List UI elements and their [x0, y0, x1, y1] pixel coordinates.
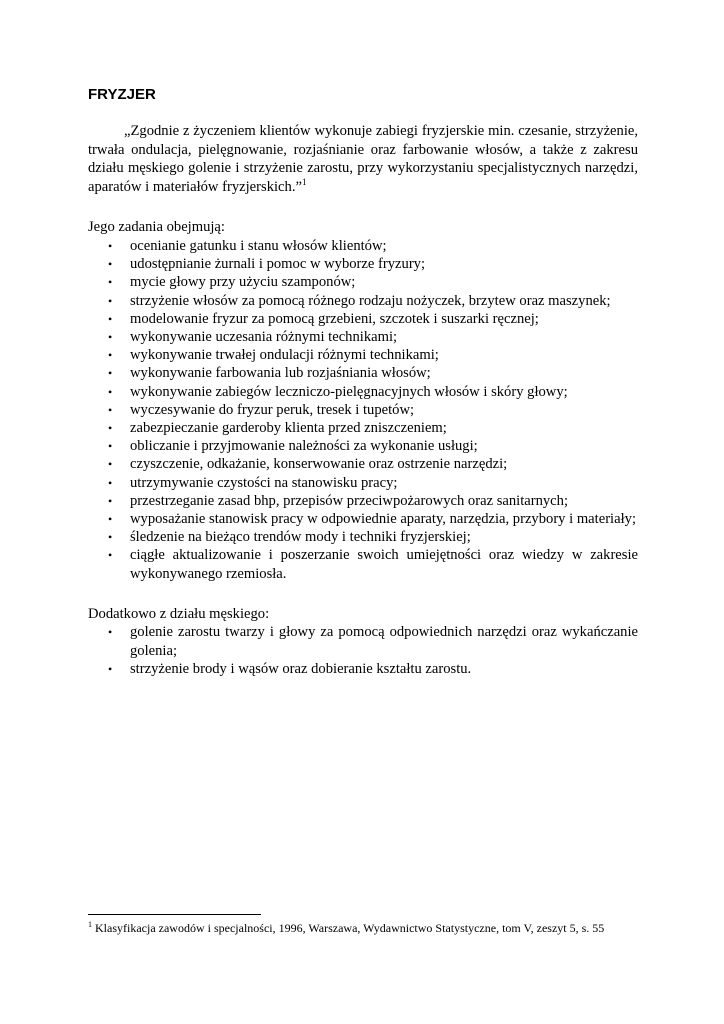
list-item-text: ciągłe aktualizowanie i poszerzanie swoich umiejętności oraz wiedzy w zakresie wykonywanego rzemiosła.	[130, 547, 638, 582]
list-item	[88, 492, 638, 510]
list-item-text: strzyżenie włosów za pomocą różnego rodzaju nożyczek, brzytew oraz maszynek;	[130, 292, 611, 309]
list-item-text: przestrzeganie zasad bhp, przepisów przeciwpożarowych oraz sanitarnych;	[130, 492, 569, 509]
list-item	[88, 364, 638, 382]
tasks-heading: Jego zadania obejmują:	[88, 219, 225, 236]
list-item	[88, 474, 638, 492]
bullet-icon: •	[108, 402, 113, 417]
footnote-separator	[88, 914, 261, 915]
bullet-icon: •	[108, 384, 113, 399]
list-item	[88, 623, 638, 659]
list-item	[88, 346, 638, 364]
list-item	[88, 510, 638, 528]
list-item-text: ocenianie gatunku i stanu włosów klientów;	[130, 237, 387, 254]
men-tasks-heading: Dodatkowo z działu męskiego:	[88, 605, 270, 622]
bullet-icon: •	[108, 625, 113, 640]
list-item	[88, 546, 638, 582]
list-item-text: wykonywanie farbowania lub rozjaśniania włosów;	[130, 365, 431, 382]
bullet-icon: •	[108, 238, 113, 253]
list-item-text: wyposażanie stanowisk pracy w odpowiednie aparaty, narzędzia, przybory i materiały;	[130, 511, 636, 528]
bullet-icon: •	[108, 457, 113, 472]
list-item	[88, 310, 638, 328]
list-item-text: strzyżenie brody i wąsów oraz dobieranie kształtu zarostu.	[130, 660, 472, 677]
list-item	[88, 419, 638, 437]
bullet-icon: •	[108, 311, 113, 326]
bullet-icon: •	[108, 348, 113, 363]
list-item	[88, 292, 638, 310]
list-item	[88, 437, 638, 455]
list-item	[88, 383, 638, 401]
list-item	[88, 528, 638, 546]
bullet-icon: •	[108, 475, 113, 490]
list-item-text: śledzenie na bieżąco trendów mody i techniki fryzjerskiej;	[130, 529, 471, 546]
bullet-icon: •	[108, 293, 113, 308]
men-tasks-list	[88, 623, 638, 678]
bullet-icon: •	[108, 421, 113, 435]
list-item-text: czyszczenie, odkażanie, konserwowanie oraz ostrzenie narzędzi;	[130, 456, 508, 473]
list-item-text: wykonywanie uczesania różnymi technikami;	[130, 328, 398, 345]
list-item-text: zabezpieczanie garderoby klienta przed zniszczeniem;	[130, 420, 447, 436]
page-title: FRYZJER	[88, 86, 156, 103]
list-item	[88, 237, 638, 255]
footnote	[88, 921, 648, 936]
list-item	[88, 273, 638, 291]
list-item	[88, 328, 638, 346]
bullet-icon: •	[108, 257, 113, 272]
bullet-icon: •	[108, 275, 113, 290]
list-item-text: udostępnianie żurnali i pomoc w wyborze fryzury;	[130, 256, 426, 273]
list-item-text: wykonywanie zabiegów leczniczo-pielęgnacyjnych włosów i skóry głowy;	[130, 383, 568, 400]
list-item	[88, 660, 638, 678]
list-item-text: wyczesywanie do fryzur peruk, tresek i tupetów;	[130, 401, 415, 418]
footnote-text: Klasyfikacja zawodów i specjalności, 1996, Warszawa, Wydawnictwo Statystyczne, tom V, zeszyt 5, s. 55	[92, 921, 605, 935]
bullet-icon: •	[108, 439, 113, 454]
document-body	[88, 86, 638, 700]
bullet-icon: •	[108, 512, 113, 527]
list-item	[88, 255, 638, 273]
bullet-icon: •	[108, 329, 113, 344]
list-item	[88, 455, 638, 473]
list-item-text: utrzymywanie czystości na stanowisku pracy;	[130, 474, 398, 491]
footnote-number: 1	[88, 920, 92, 929]
list-item-text: mycie głowy przy użyciu szamponów;	[130, 274, 356, 291]
bullet-icon: •	[108, 366, 113, 381]
list-item-text: wykonywanie trwałej ondulacji różnymi technikami;	[130, 347, 439, 364]
list-item-text: golenie zarostu twarzy i głowy za pomocą odpowiednich narzędzi oraz wykańczanie golenia;	[130, 624, 638, 659]
tasks-list	[88, 237, 638, 583]
intro-text: „Zgodnie z życzeniem klientów wykonuje zabiegi fryzjerskie min. czesanie, strzyżenie, trwała ondulacja, pielęgnowanie, rozjaśnianie oraz farbowanie włosów, a także z zakresu działu męskiego golenie i strzyżenie zarostu, przy wykorzystaniu specjalistycznych narzędzi, aparatów i materiałów fryzjerskich.”	[88, 123, 638, 195]
bullet-icon: •	[108, 530, 113, 545]
bullet-icon: •	[108, 548, 113, 563]
list-item-text: obliczanie i przyjmowanie należności za wykonanie usługi;	[130, 438, 478, 455]
bullet-icon: •	[108, 493, 113, 508]
list-item-text: modelowanie fryzur za pomocą grzebieni, szczotek i suszarki ręcznej;	[130, 310, 539, 327]
intro-paragraph	[88, 122, 638, 196]
footnote-reference: 1	[301, 176, 307, 187]
list-item	[88, 401, 638, 419]
bullet-icon: •	[108, 661, 113, 676]
